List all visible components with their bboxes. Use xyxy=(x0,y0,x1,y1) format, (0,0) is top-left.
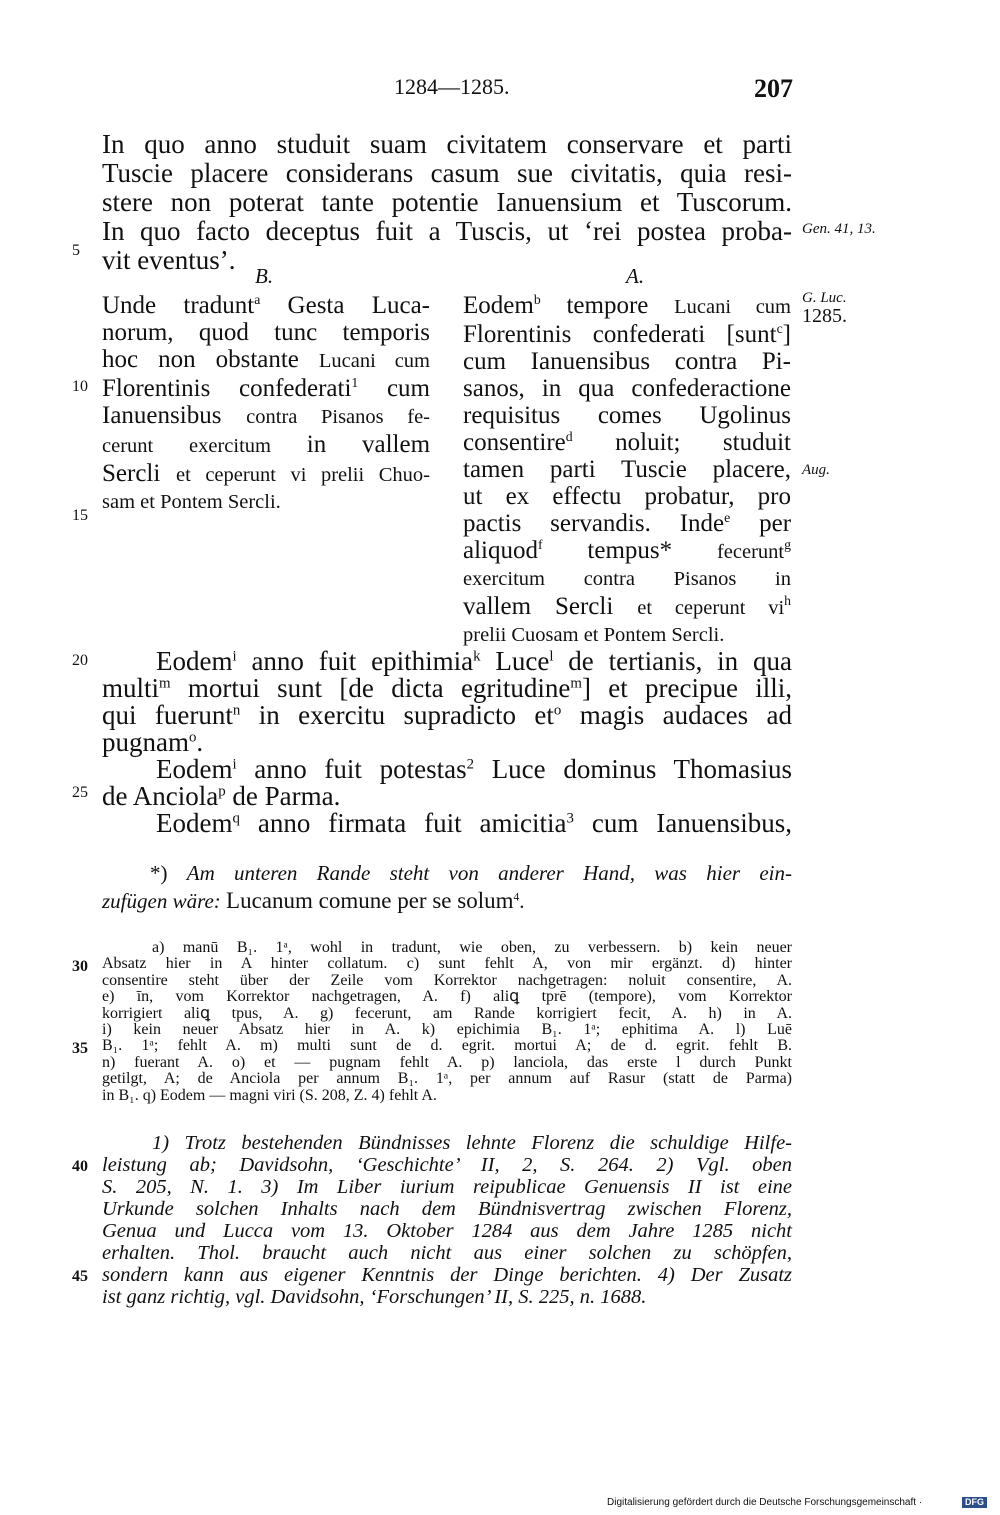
intro-line-2: Tuscie placere considerans casum sue civitatis, quia resi- xyxy=(102,158,792,188)
line-number: 20 xyxy=(72,652,88,669)
paragraph-amicitia: Eodem$^q$ anno firmata fuit amicitia$^3$ cum Ianuensibus, xyxy=(156,808,793,838)
column-b xyxy=(102,292,430,516)
col-a-line: cum Ianuensibus contra Pi- xyxy=(463,348,791,375)
col-a-line: prelii Cuosam et Pontem Sercli. xyxy=(463,624,725,646)
col-a-line: pactis servandis. Inde$^e$ per xyxy=(463,510,792,537)
paragraph-epithimia: Eodem$^i$ anno fuit epithimia$^k$ Luce$^l$ de tertianis, in qua multi$^m$ mortui sunt [de dicta egritudine$^m$] et precipue illi, qui fuerunt$^n$ in exercitu supradicto $et^o$ magis audaces ad pugnam$^o$. xyxy=(102,646,793,757)
star-note: *) Am unteren Rande steht von anderer Hand, was hier ein- zufügen wäre: Lucanum comune per se solum$^4$. xyxy=(102,861,792,913)
col-a-line: ut ex effectu probatur, pro xyxy=(463,483,791,510)
intro-line-5: vit eventus’. xyxy=(102,245,236,275)
page-number: 207 xyxy=(754,74,793,103)
col-b-line: Unde tradunt$^a$ Gesta Luca- xyxy=(102,292,430,319)
line-number: 45 xyxy=(72,1268,88,1285)
col-b-line: Sercli et ceperunt vi prelii Chuo- xyxy=(102,460,430,487)
col-a-line: consentire$^d$ noluit; studuit xyxy=(463,429,791,456)
col-a-line: tamen parti Tuscie placere, xyxy=(463,456,791,483)
critical-apparatus: a) manū B₁. 1ᵃ, wohl in tradunt, wie oben, zu verbessern. b) kein neuer Absatz hier in A hinter collatum. c) sunt fehlt A, von mir ergänzt. d) hinter consentire steht über der Zeile vom Korrektor nachgetragen: noluit consentire, A. e) īn, vom Korrektor nachgetragen, A. f) aliꝗ tprē (tempore), vom Korrektor korrigiert aliꝗ tpus, A. g) fecerunt, am Rande korrigiert fecit, A. h) in A. i) kein neuer Absatz hier in A. k) epichimia B₁. 1ᵃ; ephitima A. l) Luē B₁. 1ᵃ; fehlt A. m) multi sunt de d. egrit. mortui A; de d. egrit. fehlt B. n) fuerant A. o) et — pugnam fehlt A. p) lanciola, das erste l durch Punkt getilgt, A; de Anciola per annum B₁. 1ᵃ, per annum auf Rasur (statt de Parma) in B₁. q) Eodem — magni viri (S. 208, Z. 4) fehlt A. xyxy=(102,939,792,1104)
margin-ref-year: 1285. xyxy=(802,305,847,327)
margin-ref-august: Aug. xyxy=(802,462,830,478)
line-number: 15 xyxy=(72,507,88,524)
line-number: 5 xyxy=(72,242,80,259)
col-b-line: hoc non obstante Lucani cum xyxy=(102,346,430,373)
commentary-notes: 1) Trotz bestehenden Bündnisses lehnte Florenz die schuldige Hilfe- leistung ab; Davidsohn, ‘Geschichte’ II, 2, S. 264. 2) Vgl. oben S. 205, N. 1. 3) Im Liber iurium reipublicae Genuensis II ist eine Urkunde solchen Inhalts nach dem Bündnisvertrag zwischen Florenz, Genua und Lucca vom 13. Oktober 1284 aus dem Jahre 1285 nicht erhalten. Thol. braucht auch nicht aus einer solchen zu schöpfen, sondern kann aus eigener Kenntnis der Dinge berichten. 4) Der Zusatz ist ganz richtig, vgl. Davidsohn, ‘Forschungen’ II, S. 225, n. 1688. xyxy=(102,1132,792,1308)
column-heading-a: A. xyxy=(626,264,645,288)
col-b-line: sam et Pontem Sercli. xyxy=(102,491,281,513)
col-b-line: norum, quod tunc temporis xyxy=(102,319,430,346)
star-mark: *) xyxy=(150,861,168,885)
intro-line-4: In quo facto deceptus fuit a Tuscis, ut ‘rei postea proba- xyxy=(102,216,792,246)
line-number: 35 xyxy=(72,1040,88,1057)
col-a-line: exercitum contra Pisanos in xyxy=(463,568,791,590)
margin-ref-genesis: Gen. 41, 13. xyxy=(802,221,876,237)
paragraph-potestas: Eodem$^i$ anno fuit potestas$^2$ Luce dominus Thomasius de Anciola$^p$ de Parma. xyxy=(102,754,793,811)
dfg-logo: DFG xyxy=(962,1497,987,1508)
intro-paragraph xyxy=(102,130,792,275)
line-number: 25 xyxy=(72,784,88,801)
footer-funding-note: Digitalisierung gefördert durch die Deutsche Forschungsgemeinschaft · xyxy=(607,1497,923,1508)
col-b-line: Ianuensibus contra Pisanos fe- xyxy=(102,402,430,429)
col-a-line: sanos, in qua confederactione xyxy=(463,375,791,402)
column-a xyxy=(463,292,791,649)
running-title: 1284—1285. xyxy=(394,74,510,99)
col-b-line: Florentinis confederati$^1$ cum xyxy=(102,375,430,402)
line-number: 10 xyxy=(72,378,88,395)
intro-line-3: stere non poterat tante potentie Ianuensium et Tuscorum. xyxy=(102,187,792,217)
col-a-line: vallem Sercli et ceperunt $vi^h$ xyxy=(463,593,792,620)
column-heading-b: B. xyxy=(255,264,274,288)
margin-ref-gesta-lucanorum: G. Luc. xyxy=(802,290,847,306)
col-a-line: Florentinis confederati [sunt$^c$] xyxy=(463,321,791,348)
col-b-line: cerunt exercitum in vallem xyxy=(102,431,431,458)
line-number: 40 xyxy=(72,1158,88,1175)
col-a-line: Eodem$^b$ tempore Lucani cum xyxy=(463,292,792,319)
intro-line-1: In quo anno studuit suam civitatem conservare et parti xyxy=(102,129,792,159)
col-a-line: requisitus comes Ugolinus xyxy=(463,402,791,429)
col-a-line: aliquod$^f$ tempus* fecerunt$^g$ xyxy=(463,537,791,564)
line-number: 30 xyxy=(72,958,88,975)
